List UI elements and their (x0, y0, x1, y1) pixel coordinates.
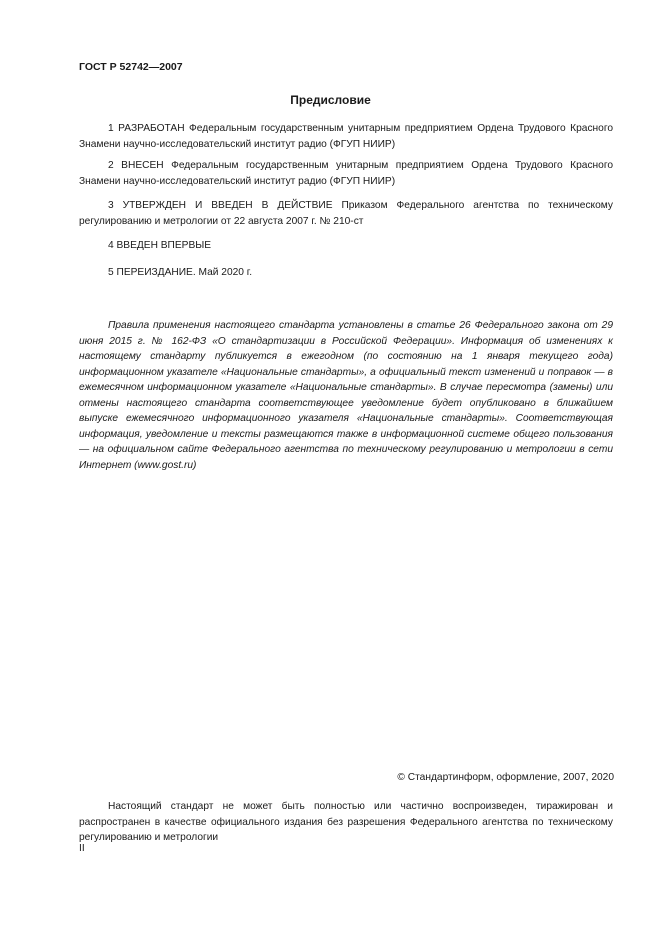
preface-item-4: 4 ВВЕДЕН ВПЕРВЫЕ (108, 240, 212, 251)
preface-item-3: 3 УТВЕРЖДЕН И ВВЕДЕН В ДЕЙСТВИЕ Приказом Федерального агентства по техническому регулированию и метрологии от 22 августа 2007 г. № 210-ст (79, 200, 613, 227)
document-id-header: ГОСТ Р 52742—2007 (79, 61, 183, 73)
preface-item-2: 2 ВНЕСЕН Федеральным государственным унитарным предприятием Ордена Трудового Красного Знамени научно-исследовательский институт радио (ФГУП НИИР) (79, 160, 613, 187)
copyright-line: © Стандартинформ, оформление, 2007, 2020 (397, 772, 614, 783)
preface-item-1: 1 РАЗРАБОТАН Федеральным государственным унитарным предприятием Ордена Трудового Красного Знамени научно-исследовательский институт радио (ФГУП НИИР) (79, 123, 613, 150)
page-number: II (79, 843, 85, 854)
reproduction-notice: Настоящий стандарт не может быть полностью или частично воспроизведен, тиражирован и распространен в качестве официального издания без разрешения Федерального агентства по техническому регулированию и метрологии (79, 801, 613, 843)
standard-application-notice: Правила применения настоящего стандарта установлены в статье 26 Федерального закона от 29 июня 2015 г. № 162-ФЗ «О стандартизации в Российской Федерации». Информация об изменениях к настоящему стандарту публикуется в ежегодном (по состоянию на 1 января текущего года) информационном указателе «Национальные стандарты», а официальный текст изменений и поправок — в ежемесячном информационном указателе «Национальные стандарты». В случае пересмотра (замены) или отмены настоящего стандарта соответствующее уведомление будет опубликовано в ближайшем выпуске ежемесячного информационного указателя «Национальные стандарты». Соответствующая информация, уведомление и тексты размещаются также в информационной системе общего пользования — на официальном сайте Федерального агентства по техническому регулированию и метрологии в сети Интернет (www.gost.ru) (79, 320, 613, 471)
section-title: Предисловие (290, 93, 371, 107)
preface-item-5: 5 ПЕРЕИЗДАНИЕ. Май 2020 г. (108, 267, 253, 278)
